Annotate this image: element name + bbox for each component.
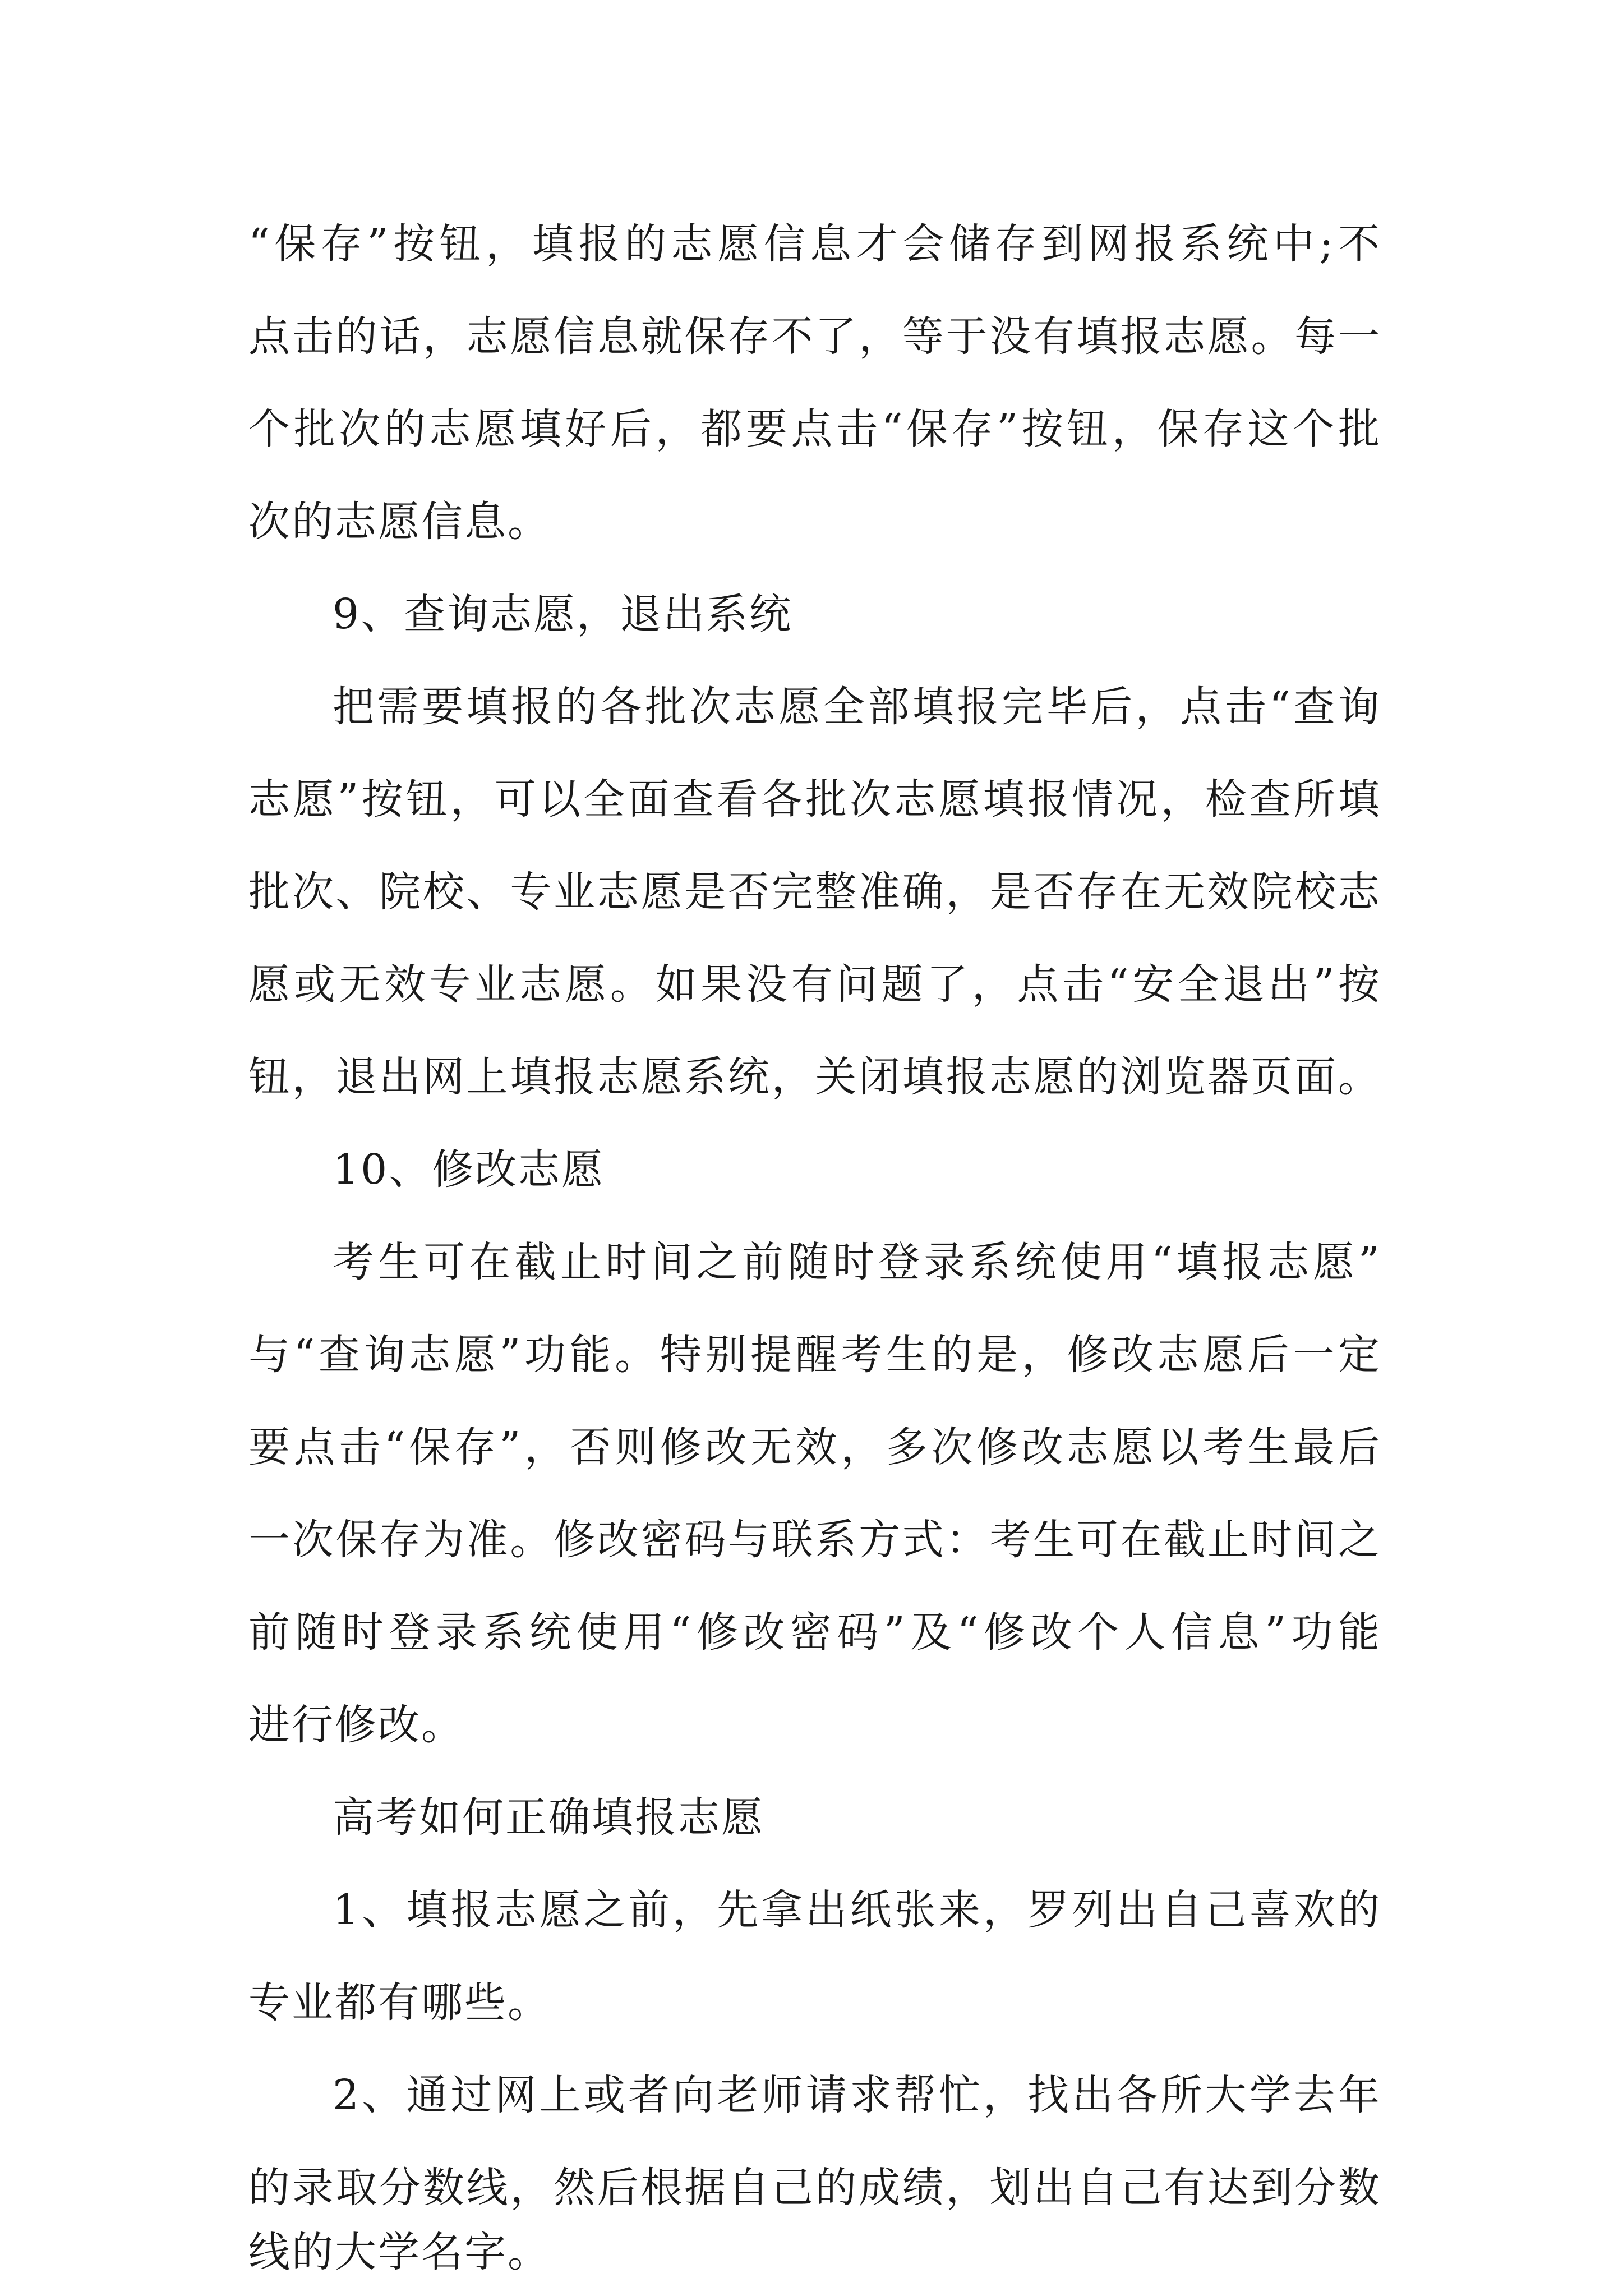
section-heading: 9、查询志愿，退出系统 — [333, 590, 793, 638]
text-line: 志愿”按钮，可以全面查看各批次志愿填报情况，检查所填 — [248, 775, 1381, 823]
text-line: 钮，退出网上填报志愿系统，关闭填报志愿的浏览器页面。 — [248, 1053, 1381, 1101]
section-heading: 高考如何正确填报志愿 — [333, 1793, 764, 1842]
text-line: 1、填报志愿之前，先拿出纸张来，罗列出自己喜欢的 — [333, 1886, 1381, 1934]
text-line: 2、通过网上或者向老师请求帮忙，找出各所大学去年 — [333, 2071, 1381, 2119]
text-line: 点击的话，志愿信息就保存不了，等于没有填报志愿。每一 — [248, 312, 1381, 361]
section-heading: 10、修改志愿 — [333, 1145, 605, 1194]
text-line: 与“查询志愿”功能。特别提醒考生的是，修改志愿后一定 — [248, 1331, 1381, 1379]
text-line: 次的志愿信息。 — [248, 498, 551, 546]
text-line: 要点击“保存”，否则修改无效，多次修改志愿以考生最后 — [248, 1423, 1381, 1471]
text-line: 线的大学名字。 — [248, 2228, 551, 2276]
text-line: “保存”按钮，填报的志愿信息才会储存到网报系统中;不 — [248, 220, 1381, 268]
text-line: 考生可在截止时间之前随时登录系统使用“填报志愿” — [333, 1238, 1381, 1286]
text-line: 一次保存为准。修改密码与联系方式：考生可在截止时间之 — [248, 1516, 1381, 1564]
text-line: 批次、院校、专业志愿是否完整准确，是否存在无效院校志 — [248, 868, 1381, 916]
text-line: 进行修改。 — [248, 1701, 464, 1749]
text-line: 前随时登录系统使用“修改密码”及“修改个人信息”功能 — [248, 1608, 1381, 1657]
text-line: 专业都有哪些。 — [248, 1978, 551, 2027]
text-line: 愿或无效专业志愿。如果没有问题了，点击“安全退出”按 — [248, 960, 1381, 1009]
text-line: 把需要填报的各批次志愿全部填报完毕后，点击“查询 — [333, 683, 1381, 731]
text-line: 个批次的志愿填好后，都要点击“保存”按钮，保存这个批 — [248, 405, 1381, 453]
text-line: 的录取分数线，然后根据自己的成绩，划出自己有达到分数 — [248, 2164, 1381, 2212]
